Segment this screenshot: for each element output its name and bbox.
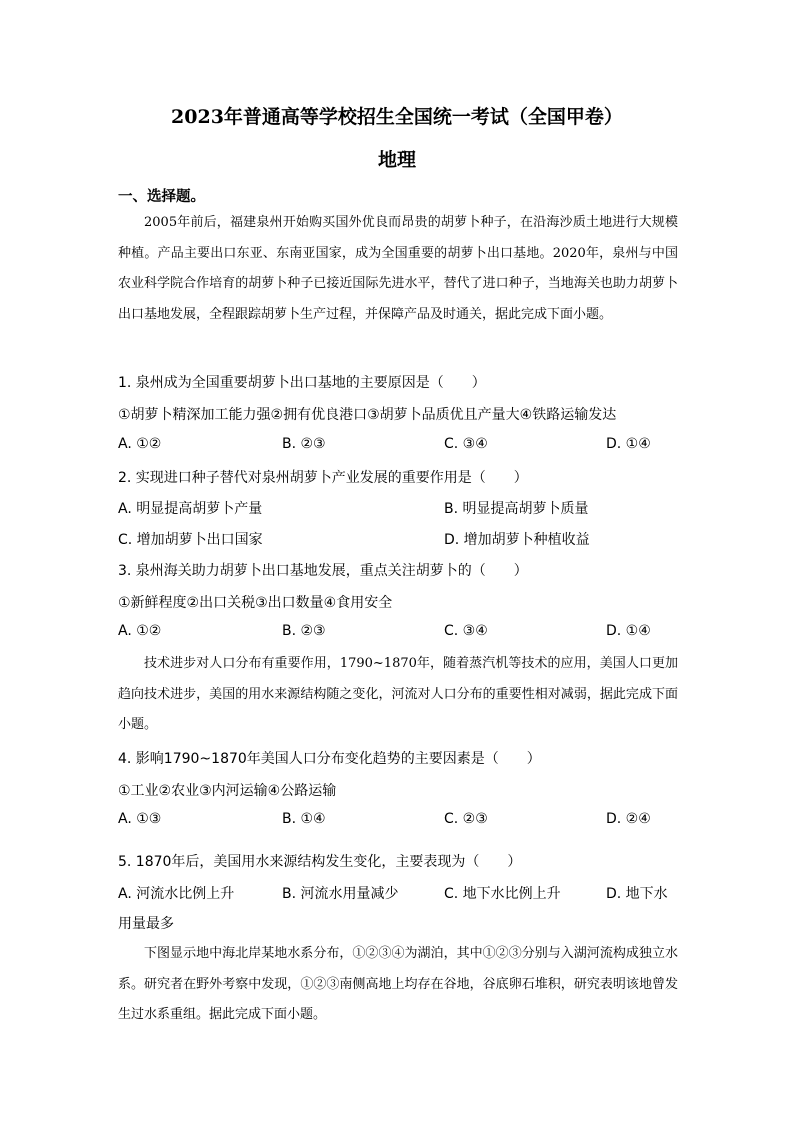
- question-4-option-c[interactable]: C. ②③: [444, 811, 488, 827]
- passage-us-population: 技术进步对人口分布有重要作用，1790~1870年，随着蒸汽机等技术的应用，美国人口更加趋向技术进步，美国的用水来源结构随之变化，河流对人口分布的重要性相对减弱，据此完成下面小题。: [118, 656, 678, 732]
- question-4-stem: 4. 影响1790~1870年美国人口分布变化趋势的主要因素是（ ）: [118, 751, 541, 767]
- question-5-stem: 5. 1870年后，美国用水来源结构发生变化，主要表现为（ ）: [118, 854, 522, 870]
- question-3-option-d[interactable]: D. ①④: [606, 623, 651, 639]
- question-3-items: ①新鲜程度②出口关税③出口数量④食用安全: [118, 595, 393, 611]
- question-3-option-b[interactable]: B. ②③: [282, 623, 326, 639]
- question-5-option-c[interactable]: C. 地下水比例上升: [444, 886, 561, 902]
- question-5-option-d[interactable]: D. 地下水: [606, 886, 668, 902]
- question-4-items: ①工业②农业③内河运输④公路运输: [118, 783, 337, 799]
- question-3-stem: 3. 泉州海关助力胡萝卜出口基地发展，重点关注胡萝卜的（ ）: [118, 563, 528, 579]
- question-4-option-d[interactable]: D. ②④: [606, 811, 651, 827]
- question-3-option-c[interactable]: C. ③④: [444, 623, 488, 639]
- question-2-stem: 2. 实现进口种子替代对泉州胡萝卜产业发展的重要作用是（ ）: [118, 470, 528, 486]
- question-1-option-c[interactable]: C. ③④: [444, 436, 488, 452]
- question-2-option-a[interactable]: A. 明显提高胡萝卜产量: [118, 501, 263, 517]
- exam-title: 2023年普通高等学校招生全国统一考试（全国甲卷）: [171, 106, 623, 128]
- question-5-option-d-continuation: 用量最多: [118, 916, 174, 932]
- question-2-option-c[interactable]: C. 增加胡萝卜出口国家: [118, 532, 263, 548]
- question-1-option-b[interactable]: B. ②③: [282, 436, 326, 452]
- section-heading: 一、选择题。: [118, 188, 205, 205]
- question-3-option-a[interactable]: A. ①②: [118, 623, 162, 639]
- question-2-option-d[interactable]: D. 增加胡萝卜种植收益: [444, 532, 590, 548]
- passage-mediterranean-water-system: 下图显示地中海北岸某地水系分布，①②③④为湖泊，其中①②③分别与入湖河流构成独立水系。研究者在野外考察中发现，①②③南侧高地上均存在谷地，谷底卵石堆积，研究表明该地曾发生过水系重组。据此完成下面小题。: [118, 946, 678, 1022]
- question-1-items: ①胡萝卜精深加工能力强②拥有优良港口③胡萝卜品质优且产量大④铁路运输发达: [118, 407, 617, 423]
- question-4-option-a[interactable]: A. ①③: [118, 811, 162, 827]
- question-4-option-b[interactable]: B. ①④: [282, 811, 326, 827]
- question-5-option-a[interactable]: A. 河流水比例上升: [118, 886, 235, 902]
- subject-title: 地理: [377, 149, 416, 171]
- question-1-option-d[interactable]: D. ①④: [606, 436, 651, 452]
- question-1-option-a[interactable]: A. ①②: [118, 436, 162, 452]
- passage-carrot: 2005年前后，福建泉州开始购买国外优良而昂贵的胡萝卜种子，在沿海沙质土地进行大规模种植。产品主要出口东亚、东南亚国家，成为全国重要的胡萝卜出口基地。2020年，泉州与中国农业科学院合作培育的胡萝卜种子已接近国际先进水平，替代了进口种子，当地海关也助力胡萝卜出口基地发展，全程跟踪胡萝卜生产过程，并保障产品及时通关，据此完成下面小题。: [118, 215, 678, 322]
- question-5-option-b[interactable]: B. 河流水用量减少: [282, 886, 399, 902]
- question-2-option-b[interactable]: B. 明显提高胡萝卜质量: [444, 501, 589, 517]
- question-1-stem: 1. 泉州成为全国重要胡萝卜出口基地的主要原因是（ ）: [118, 375, 486, 391]
